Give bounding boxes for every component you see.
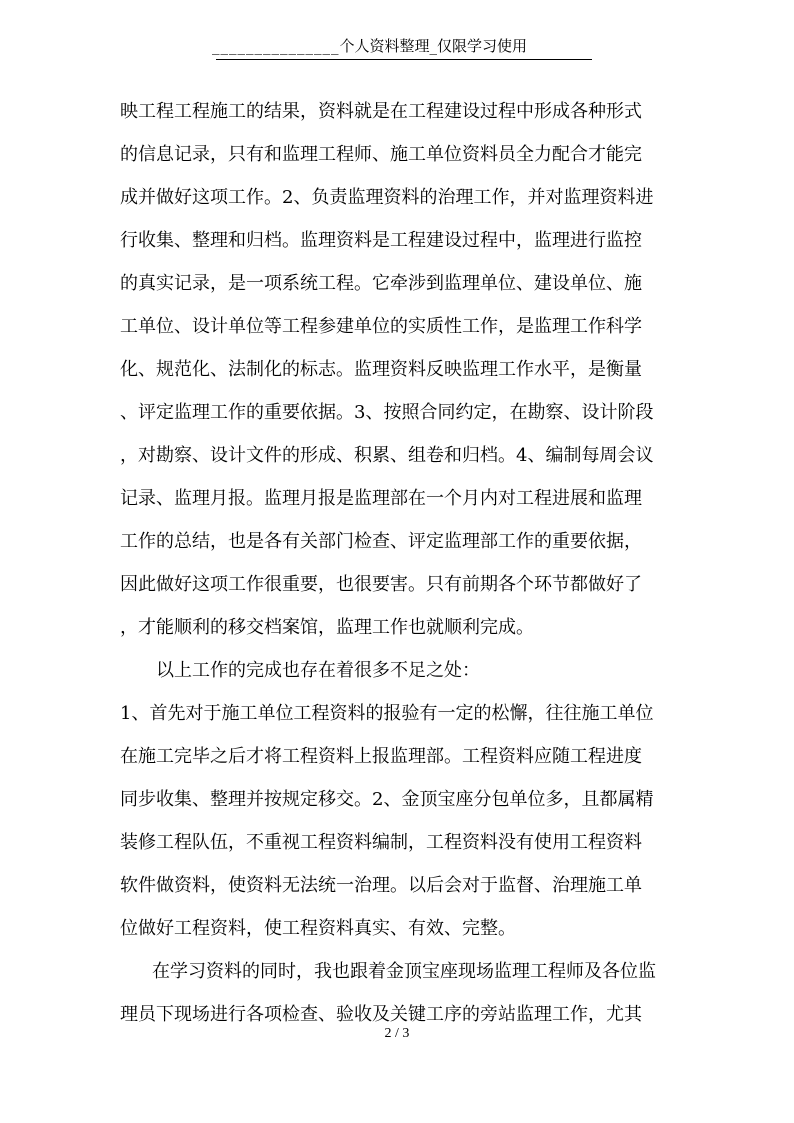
text-line: 1、首先对于施工单位工程资料的报验有一定的松懈，往往施工单位 xyxy=(120,703,654,724)
header-underline xyxy=(216,59,592,60)
text-line: 因此做好这项工作很重要，也很要害。只有前期各个环节都做好了 xyxy=(120,574,642,595)
text-line: 在施工完毕之后才将工程资料上报监理部。工程资料应随工程进度 xyxy=(120,746,642,767)
text-line: 记录、监理月报。监理月报是监理部在一个月内对工程进展和监理 xyxy=(120,488,642,509)
page-header xyxy=(212,36,592,60)
text-line: 工单位、设计单位等工程参建单位的实质性工作，是监理工作科学 xyxy=(120,316,642,337)
text-line: 成并做好这项工作。2、负责监理资料的治理工作，并对监理资料进 xyxy=(120,187,654,208)
text-line: 映工程工程施工的结果，资料就是在工程建设过程中形成各种形式 xyxy=(120,101,642,122)
text-line: 装修工程队伍，不重视工程资料编制，工程资料没有使用工程资料 xyxy=(120,832,642,853)
text-line: 的信息记录，只有和监理工程师、施工单位资料员全力配合才能完 xyxy=(120,144,642,165)
header-title: 个人资料整理_仅限学习使用 xyxy=(339,37,528,55)
header-dashes: _______________ xyxy=(212,37,340,55)
text-line: 、评定监理工作的重要依据。3、按照合同约定，在勘察、设计阶段 xyxy=(120,402,654,423)
text-line: 工作的总结，也是各有关部门检查、评定监理部工作的重要依据， xyxy=(120,531,642,552)
text-line: 化、规范化、法制化的标志。监理资料反映监理工作水平，是衡量 xyxy=(120,359,642,380)
text-line: 软件做资料，使资料无法统一治理。以后会对于监督、治理施工单 xyxy=(120,875,642,896)
page-number: 2 / 3 xyxy=(384,1026,410,1041)
text-line: 的真实记录，是一项系统工程。它牵涉到监理单位、建设单位、施 xyxy=(120,273,642,294)
text-line: 位做好工程资料，使工程资料真实、有效、完整。 xyxy=(120,918,516,939)
text-line: 理员下现场进行各项检查、验收及关键工序的旁站监理工作，尤其 xyxy=(120,1004,642,1025)
text-line: ，对勘察、设计文件的形成、积累、组卷和归档。4、编制每周会议 xyxy=(120,445,654,466)
text-line: 同步收集、整理并按规定移交。2、金顶宝座分包单位多，且都属精 xyxy=(120,789,654,810)
paragraph-intro-line: 以上工作的完成也存在着很多不足之处： xyxy=(156,660,480,681)
text-line: 行收集、整理和归档。监理资料是工程建设过程中，监理进行监控 xyxy=(120,230,642,251)
text-line: ，才能顺利的移交档案馆，监理工作也就顺利完成。 xyxy=(120,617,534,638)
paragraph-intro-line: 在学习资料的同时，我也跟着金顶宝座现场监理工程师及各位监 xyxy=(152,961,656,982)
